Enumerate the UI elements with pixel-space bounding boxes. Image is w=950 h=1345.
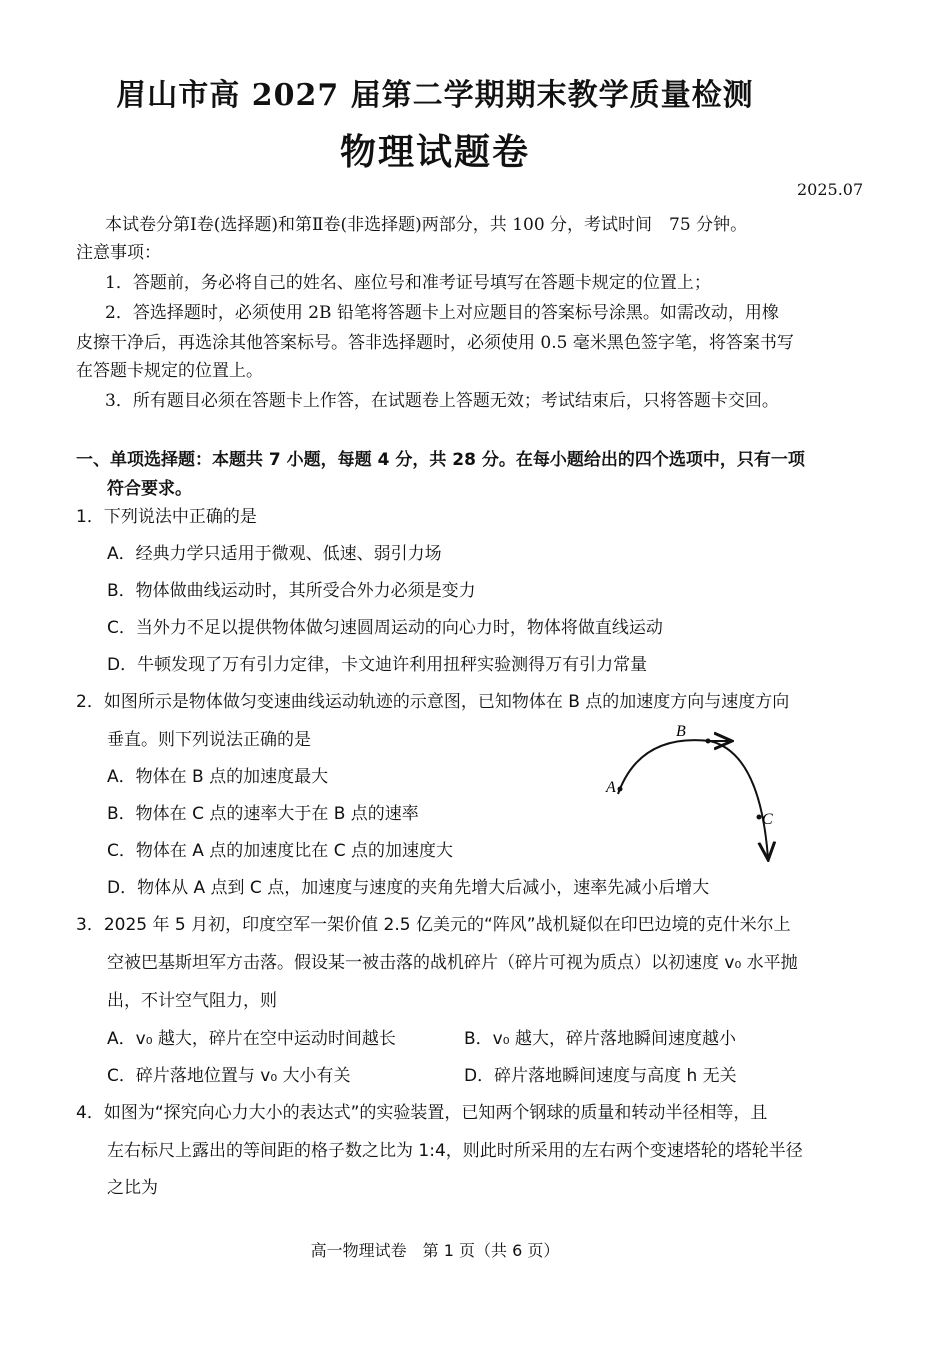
label-a: A bbox=[606, 779, 616, 796]
q3-stem-line-3: 出，不计空气阻力，则 bbox=[107, 991, 277, 1011]
q3-option-b: B．v₀ 越大，碎片落地瞬间速度越小 bbox=[464, 1029, 736, 1049]
label-c: C bbox=[762, 811, 773, 828]
intro-text: 本试卷分第Ⅰ卷(选择题)和第Ⅱ卷(非选择题)两部分，共 100 分，考试时间 75 分钟。 bbox=[105, 215, 748, 235]
q1-option-d: D．牛顿发现了万有引力定律，卡文迪许利用扭秤实验测得万有引力常量 bbox=[107, 655, 648, 675]
notice-item-2-line-2: 皮擦干净后，再选涂其他答案标号。答非选择题时，必须使用 0.5 毫米黑色签字笔，将答案书写 bbox=[76, 333, 794, 353]
label-b: B bbox=[676, 723, 686, 740]
q1-option-b: B．物体做曲线运动时，其所受合外力必须是变力 bbox=[107, 581, 476, 601]
notice-heading: 注意事项： bbox=[76, 243, 161, 263]
notice-item-3: 3．所有题目必须在答题卡上作答，在试题卷上答题无效；考试结束后，只将答题卡交回。 bbox=[105, 391, 779, 411]
point-c bbox=[757, 815, 762, 820]
q2-option-c: C．物体在 A 点的加速度比在 C 点的加速度大 bbox=[107, 841, 453, 861]
q2-option-d: D．物体从 A 点到 C 点，加速度与速度的夹角先增大后减小，速率先减小后增大 bbox=[107, 878, 710, 898]
exam-date: 2025.07 bbox=[797, 180, 864, 199]
exam-title: 眉山市高 2027 届第二学期期末教学质量检测 bbox=[116, 78, 754, 113]
section-heading-line-1: 一、单项选择题：本题共 7 小题，每题 4 分，共 28 分。在每小题给出的四个选项中，只有一项 bbox=[76, 450, 805, 470]
q2-option-a: A．物体在 B 点的加速度最大 bbox=[107, 767, 329, 787]
q2-stem-line-1: 2．如图所示是物体做匀变速曲线运动轨迹的示意图，已知物体在 B 点的加速度方向与速度方向 bbox=[76, 692, 790, 712]
q3-stem-line-1: 3．2025 年 5 月初，印度空军一架价值 2.5 亿美元的“阵风”战机疑似在印巴边境的克什米尔上 bbox=[76, 915, 791, 935]
q3-option-a: A．v₀ 越大，碎片在空中运动时间越长 bbox=[107, 1029, 396, 1049]
notice-item-2-line-3: 在答题卡规定的位置上。 bbox=[76, 361, 263, 381]
q3-option-d: D．碎片落地瞬间速度与高度 h 无关 bbox=[464, 1066, 737, 1086]
q4-stem-line-3: 之比为 bbox=[107, 1178, 158, 1198]
q3-stem-line-2: 空被巴基斯坦军方击落。假设某一被击落的战机碎片（碎片可视为质点）以初速度 v₀ 水平抛 bbox=[107, 953, 798, 973]
point-b bbox=[706, 739, 711, 744]
q4-stem-line-1: 4．如图为“探究向心力大小的表达式”的实验装置，已知两个钢球的质量和转动半径相等，且 bbox=[76, 1103, 768, 1123]
q1-option-c: C．当外力不足以提供物体做匀速圆周运动的向心力时，物体将做直线运动 bbox=[107, 618, 663, 638]
q1-stem: 1．下列说法中正确的是 bbox=[76, 507, 257, 527]
q1-option-a: A．经典力学只适用于微观、低速、弱引力场 bbox=[107, 544, 442, 564]
notice-item-2-line-1: 2．答选择题时，必须使用 2B 铅笔将答题卡上对应题目的答案标号涂黑。如需改动，用橡 bbox=[105, 303, 779, 323]
notice-item-1: 1．答题前，务必将自己的姓名、座位号和准考证号填写在答题卡规定的位置上； bbox=[105, 273, 711, 293]
section-heading-line-2: 符合要求。 bbox=[107, 479, 192, 499]
q4-stem-line-2: 左右标尺上露出的等间距的格子数之比为 1:4，则此时所采用的左右两个变速塔轮的塔轮半径 bbox=[107, 1141, 803, 1161]
trajectory-figure bbox=[600, 718, 800, 868]
trajectory-curve bbox=[618, 740, 768, 858]
q3-option-c: C．碎片落地位置与 v₀ 大小有关 bbox=[107, 1066, 351, 1086]
q2-stem-line-2: 垂直。则下列说法正确的是 bbox=[107, 730, 311, 750]
point-a bbox=[618, 787, 623, 792]
q2-option-b: B．物体在 C 点的速率大于在 B 点的速率 bbox=[107, 804, 419, 824]
exam-subtitle: 物理试题卷 bbox=[339, 131, 530, 173]
page-footer: 高一物理试卷 第 1 页（共 6 页） bbox=[310, 1241, 560, 1260]
